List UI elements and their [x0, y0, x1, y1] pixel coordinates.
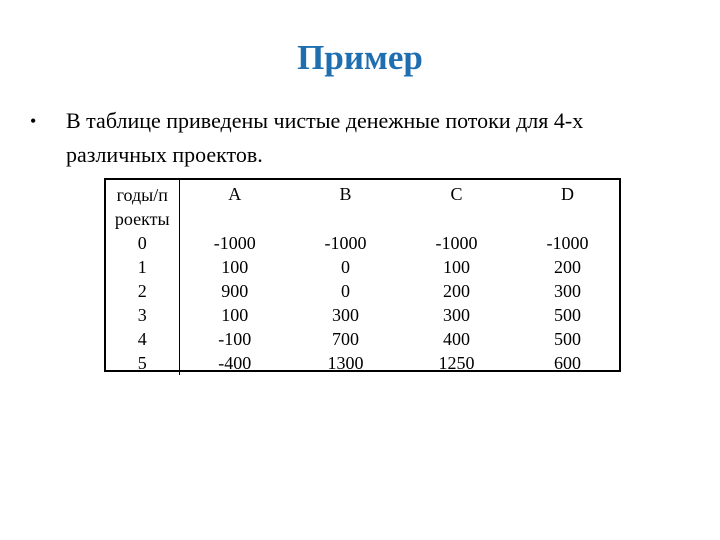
value-cell: -1000: [435, 232, 478, 253]
value-cell: -400: [218, 352, 252, 373]
year-cell: 1: [106, 255, 179, 279]
column-header-b: B: [339, 184, 352, 204]
value-cell: 400: [443, 328, 470, 349]
value-cell: 300: [332, 304, 359, 325]
table-header-row: [106, 180, 623, 231]
bullet-icon: •: [30, 111, 37, 131]
year-cell: 2: [106, 279, 179, 303]
column-header-c: C: [450, 184, 463, 204]
value-cell: 200: [443, 280, 470, 301]
year-cell: 5: [106, 351, 179, 375]
bullet-text: [66, 104, 686, 172]
cash-flow-table: [104, 178, 621, 372]
column-header-a: A: [228, 184, 242, 204]
year-cell: 3: [106, 303, 179, 327]
corner-header: [106, 180, 179, 231]
table-row: [106, 255, 623, 279]
value-cell: 1250: [438, 352, 475, 373]
column-header-d: D: [561, 184, 574, 204]
value-cell: 300: [554, 280, 581, 301]
table-row: [106, 327, 623, 351]
slide-title: Пример: [297, 38, 423, 77]
value-cell: 1300: [327, 352, 364, 373]
table-row: [106, 231, 623, 255]
year-cell: 0: [106, 231, 179, 255]
bullet-text-line-1: В таблице приведены чистые денежные потоки для 4-х: [66, 108, 584, 133]
value-cell: 200: [554, 256, 581, 277]
year-cell: 4: [106, 327, 179, 351]
value-cell: 700: [332, 328, 359, 349]
value-cell: 600: [554, 352, 581, 373]
value-cell: 100: [221, 256, 249, 277]
value-cell: 300: [443, 304, 470, 325]
corner-header-line-2: роекты: [114, 209, 170, 229]
bullet-text-line-2: различных проектов.: [66, 142, 263, 167]
value-cell: 500: [554, 328, 581, 349]
corner-header-line-1: годы/п: [116, 185, 168, 205]
value-cell: 500: [554, 304, 581, 325]
cash-flow-table-grid: [106, 180, 624, 375]
table-row: [106, 279, 623, 303]
value-cell: 100: [443, 256, 470, 277]
value-cell: 100: [221, 304, 249, 325]
value-cell: -100: [218, 328, 252, 349]
value-cell: -1000: [213, 232, 256, 253]
value-cell: 0: [341, 256, 350, 277]
value-cell: 0: [341, 280, 350, 301]
value-cell: 900: [221, 280, 249, 301]
table-row: [106, 351, 623, 375]
table-row: [106, 303, 623, 327]
value-cell: -1000: [324, 232, 367, 253]
value-cell: -1000: [546, 232, 589, 253]
